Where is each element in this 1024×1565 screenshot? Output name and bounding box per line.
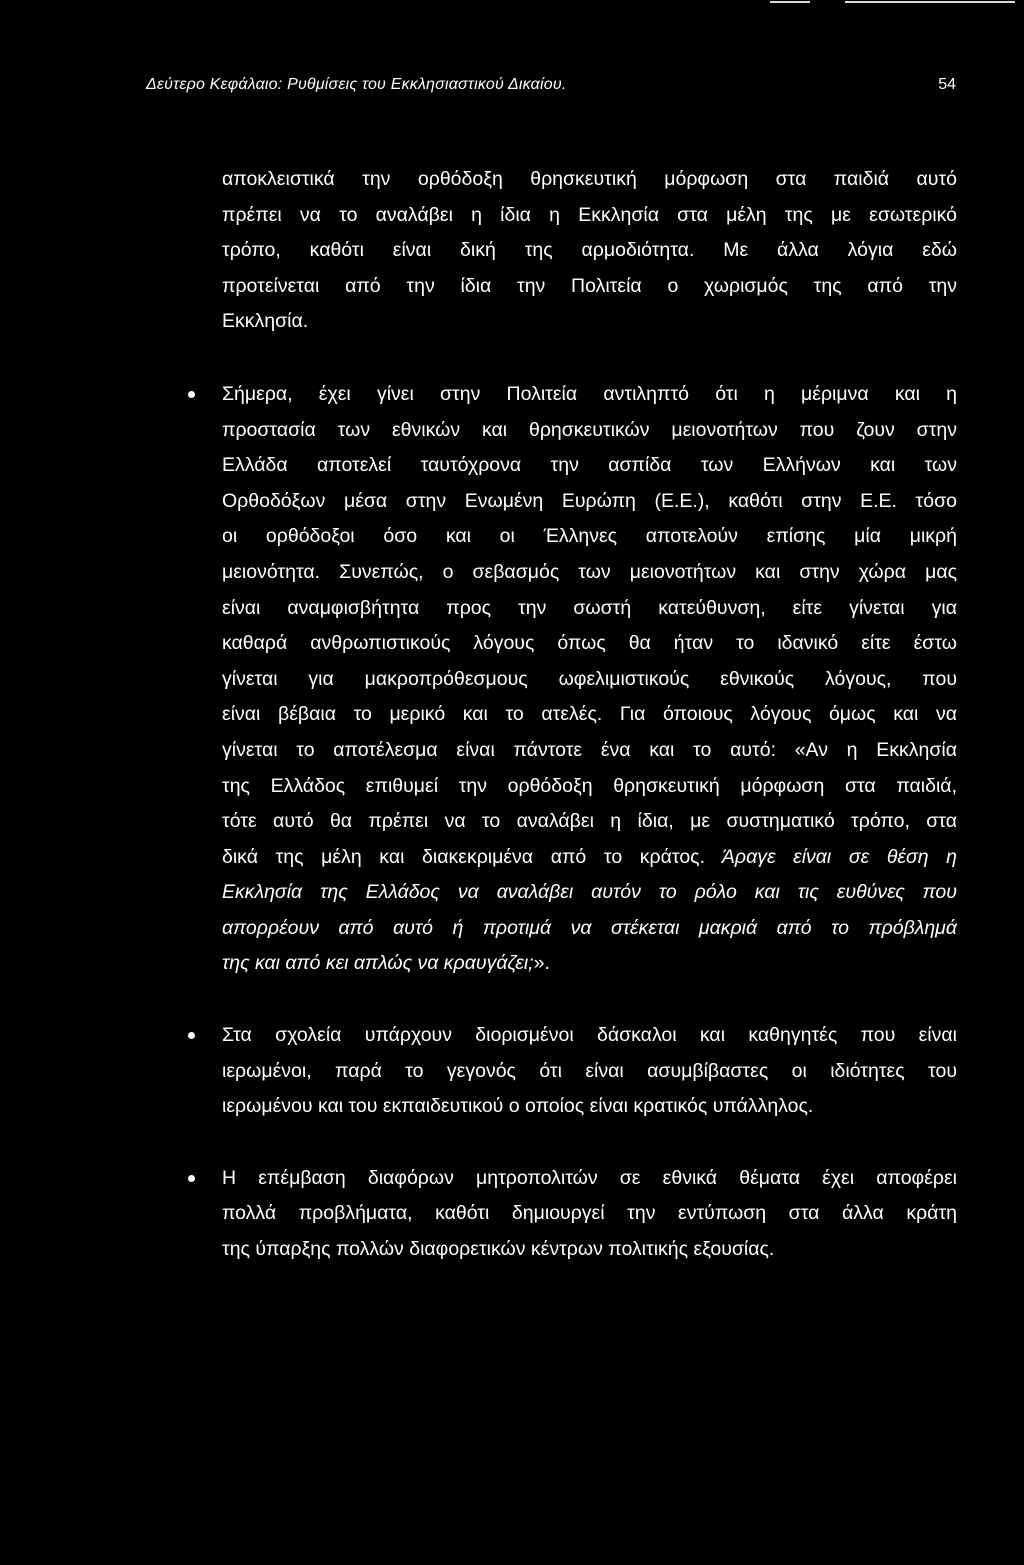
- bullet-icon: [188, 1032, 195, 1039]
- text-line: προτείνεται από την ίδια την Πολιτεία ο χωρισμός της από την: [222, 274, 957, 297]
- text-line: είναι αναμφισβήτητα προς την σωστή κατεύθυνση, είτε γίνεται για: [222, 596, 957, 619]
- text-line: της Ελλάδος επιθυμεί την ορθόδοξη θρησκευτική μόρφωση στα παιδιά,: [222, 774, 957, 797]
- bullet-item: [222, 377, 957, 982]
- bullet-icon: [188, 391, 195, 398]
- text-line: ιερωμένοι, παρά το γεγονός ότι είναι ασυμβίβαστες οι ιδιότητες του: [222, 1059, 957, 1082]
- page-number: 54: [938, 76, 956, 93]
- text-line-mixed: [222, 840, 957, 876]
- text-line: Ελλάδα αποτελεί ταυτόχρονα την ασπίδα των Ελλήνων και των: [222, 454, 957, 477]
- italic-line: απορρέουν από αυτό ή προτιμά να στέκεται μακριά από το πρόβλημά: [222, 916, 957, 939]
- text-line: μειονότητα. Συνεπώς, ο σεβασμός των μειονοτήτων και στην χώρα μας: [222, 560, 957, 583]
- page-body: [222, 162, 957, 1304]
- page-header: [146, 72, 956, 98]
- bullet-icon: [188, 1175, 195, 1182]
- text-line: τότε αυτό θα πρέπει να το αναλάβει η ίδια, με συστηματικό τρόπο, στα: [222, 810, 957, 833]
- text-line: πρέπει να το αναλάβει η ίδια η Εκκλησία στα μέλη της με εσωτερικό: [222, 203, 957, 226]
- text-line-mixed: [222, 946, 957, 982]
- italic-segment: Άραγε είναι σε θέση η: [705, 845, 957, 868]
- italic-line: Εκκλησία της Ελλάδος να αναλάβει αυτόν το ρόλο και τις ευθύνες που: [222, 881, 957, 904]
- bullet-item: [222, 1161, 957, 1268]
- text-line: Εκκλησία.: [222, 310, 309, 333]
- text-line: της ύπαρξης πολλών διαφορετικών κέντρων πολιτικής εξουσίας.: [222, 1238, 775, 1261]
- text-line: Η επέμβαση διαφόρων μητροπολιτών σε εθνικά θέματα έχει αποφέρει: [222, 1166, 957, 1189]
- text-line: Ορθοδόξων μέσα στην Ενωμένη Ευρώπη (Ε.Ε.), καθότι στην Ε.Ε. τόσο: [222, 489, 957, 512]
- bullet-item: [222, 1018, 957, 1125]
- text-line: Σήμερα, έχει γίνει στην Πολιτεία αντιληπτό ότι η μέριμνα και η: [222, 382, 957, 405]
- text-line: γίνεται για μακροπρόθεσμους ωφελιμιστικούς εθνικούς λόγους, που: [222, 667, 957, 690]
- running-title: Δεύτερο Κεφάλαιο: Ρυθμίσεις του Εκκλησιαστικού Δικαίου.: [146, 76, 567, 93]
- intro-paragraph: [222, 162, 957, 340]
- text-line: ιερωμένου και του εκπαιδευτικού ο οποίος είναι κρατικός υπάλληλος.: [222, 1095, 814, 1118]
- text-line: οι ορθόδοξοι όσο και οι Έλληνες αποτελούν επίσης μία μικρή: [222, 525, 957, 548]
- text-segment: δικά της μέλη και διακεκριμένα από το κράτος.: [222, 845, 705, 868]
- italic-segment: της και από κει απλώς να κραυγάζει;: [222, 952, 534, 975]
- text-line: είναι βέβαια το μερικό και το ατελές. Για όποιους λόγους όμως και να: [222, 703, 957, 726]
- text-line: προστασία των εθνικών και θρησκευτικών μειονοτήτων που ζουν στην: [222, 418, 957, 441]
- text-line: καθαρά ανθρωπιστικούς λόγους όπως θα ήταν το ιδανικό είτε έστω: [222, 632, 957, 655]
- text-line: γίνεται το αποτέλεσμα είναι πάντοτε ένα και το αυτό: «Αν η Εκκλησία: [222, 738, 957, 761]
- text-line: Στα σχολεία υπάρχουν διορισμένοι δάσκαλοι και καθηγητές που είναι: [222, 1024, 957, 1047]
- scan-edge-marks: [0, 0, 1024, 8]
- closing-quote: ».: [533, 952, 550, 975]
- text-line: πολλά προβλήματα, καθότι δημιουργεί την εντύπωση στα άλλα κράτη: [222, 1202, 957, 1225]
- text-line: αποκλειστικά την ορθόδοξη θρησκευτική μόρφωση στα παιδιά αυτό: [222, 168, 957, 190]
- text-line: τρόπο, καθότι είναι δική της αρμοδιότητα. Με άλλα λόγια εδώ: [222, 239, 957, 262]
